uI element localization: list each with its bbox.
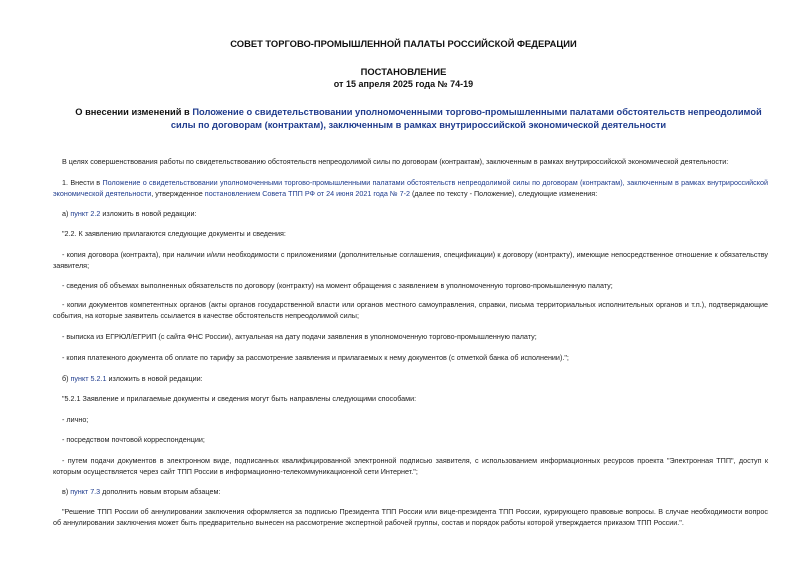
- p1-mid: , утвержденное: [151, 188, 205, 198]
- date-number: от 15 апреля 2025 года № 74-19: [333, 79, 474, 89]
- org-heading: СОВЕТ ТОРГОВО-ПРОМЫШЛЕННОЙ ПАЛАТЫ РОССИЙСКОЙ ФЕДЕРАЦИИ: [230, 38, 577, 49]
- item-a-suffix: изложить в новой редакции:: [100, 209, 197, 218]
- list-item: - сведения об объемах выполненных обязательств по договору (контракту) на момент обращения с заявлением в уполномоченную торгово-промышленную палату;: [62, 281, 613, 290]
- paragraph-1: [53, 178, 768, 199]
- list-item: - путем подачи документов в электронном виде, подписанных квалифицированной электронной подписью заявителя, с использованием информационных ресурсов проекта "Электронная ТПП", доступ к которым осуществляется через сайт ТПП России в информационно-телекоммуникационной сети Интернет.";: [53, 456, 768, 476]
- resolution-link[interactable]: постановлением Совета ТПП РФ от 24 июня 2021 года № 7-2: [204, 188, 410, 198]
- item-a: [53, 209, 768, 220]
- list-item: - копия платежного документа об оплате по тарифу за рассмотрение заявления и прилагаемых к нему документов (с отметкой банка об исполнении).";: [62, 353, 569, 362]
- point-2-2-link[interactable]: пункт 2.2: [70, 209, 101, 218]
- item-b-prefix: б): [62, 374, 71, 383]
- item-v: [53, 487, 768, 498]
- list-item: - лично;: [62, 415, 89, 424]
- document-title: [70, 106, 767, 131]
- point-5-2-1-link[interactable]: пункт 5.2.1: [70, 374, 107, 383]
- list-item: - копии документов компетентных органов (акты органов государственной власти или органов местного самоуправления, справки, письма территориальных исполнительных органов и т.п.), подтверждающие события, на которые заявитель ссылается в качестве обстоятельств непреодолимой силы;: [53, 300, 768, 320]
- item-b: [53, 374, 768, 385]
- new-paragraph: "Решение ТПП России об аннулировании заключения оформляется за подписью Президента ТПП России или вице-президента ТПП России, курирующего правовые вопросы. В случае необходимости вопрос об аннулировании заключения может быть предварительно вынесен на рассмотрение экспертной рабочей группы, состав и порядок работы которой утверждается приказом ТПП России.".: [53, 507, 768, 527]
- doc-type-heading: ПОСТАНОВЛЕНИЕ: [360, 66, 447, 77]
- regulation-link[interactable]: Положение о свидетельствовании уполномоченными торгово-промышленными палатами обстоятельств непреодолимой силы по договорам (контрактам), заключенным в рамках внутрироссийской экономической деятельности: [53, 178, 768, 198]
- item-a-prefix: а): [62, 209, 71, 218]
- list-item: - выписка из ЕГРЮЛ/ЕГРИП (с сайта ФНС России), актуальная на дату подачи заявления в уполномоченную торгово-промышленную палату;: [62, 332, 537, 341]
- item-b-suffix: изложить в новой редакции:: [106, 374, 203, 383]
- list-item: - копия договора (контракта), при наличии и/или необходимости с приложениями (дополнительные соглашения, спецификации) к договору (контракту), имеющие непосредственное отношение к обязательству заявителя;: [53, 250, 768, 270]
- title-prefix: О внесении изменений в: [75, 107, 193, 117]
- intro-paragraph: В целях совершенствования работы по свидетельствованию обстоятельств непреодолимой силы по договорам (контрактам), заключенным в рамках внутрироссийской экономической деятельности:: [62, 157, 729, 166]
- item-v-prefix: в): [62, 487, 71, 496]
- point-7-3-link[interactable]: пункт 7.3: [70, 487, 101, 496]
- clause-5-2-1: "5.2.1 Заявление и прилагаемые документы и сведения могут быть направлены следующими способами:: [62, 394, 417, 403]
- p1-prefix: 1. Внести в: [62, 178, 103, 187]
- list-item: - посредством почтовой корреспонденции;: [62, 435, 205, 444]
- clause-2-2: "2.2. К заявлению прилагаются следующие документы и сведения:: [62, 229, 286, 238]
- title-link[interactable]: Положение о свидетельствовании уполномоченными торгово-промышленными палатами обстоятельств непреодолимой силы по договорам (контрактам), заключенным в рамках внутрироссийской экономической деятельности: [170, 107, 762, 130]
- item-v-suffix: дополнить новым вторым абзацем:: [100, 487, 221, 496]
- p1-suffix: (далее по тексту - Положение), следующие изменения:: [409, 188, 598, 198]
